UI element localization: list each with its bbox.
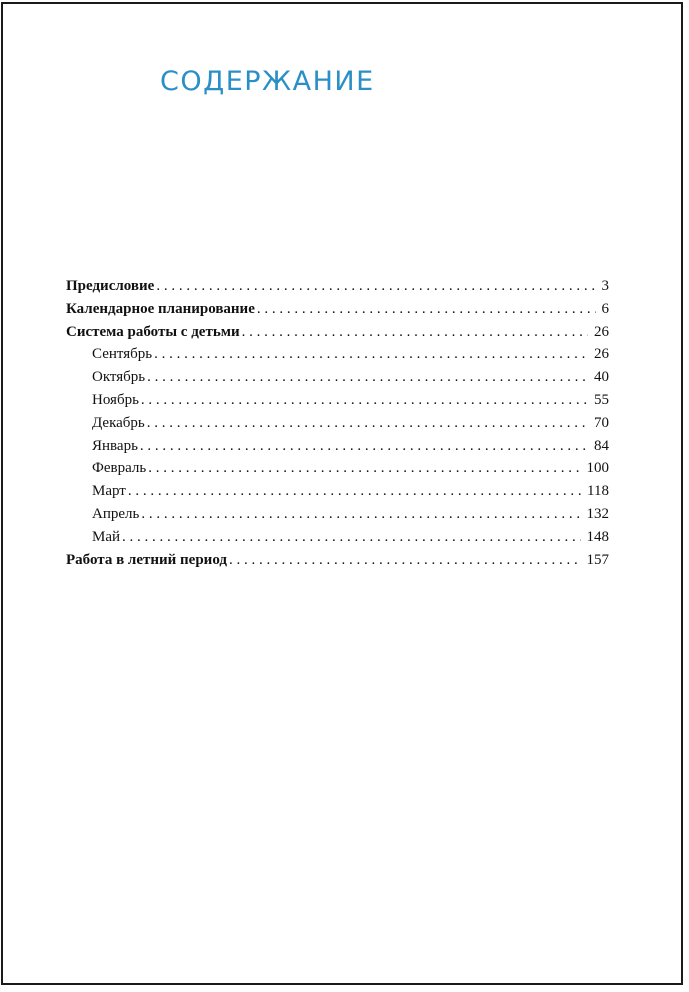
toc-entry-title: Январь	[92, 437, 138, 454]
toc-entry-title: Октябрь	[92, 369, 146, 386]
toc-page-number: 3	[601, 278, 609, 294]
toc-entry-foreword[interactable]	[66, 275, 609, 298]
dot-leader	[122, 526, 580, 549]
toc-entry-may[interactable]	[66, 526, 609, 549]
toc-page-number: 70	[594, 414, 609, 431]
toc-entry-february[interactable]	[66, 457, 609, 480]
toc-entry-title: Февраль	[92, 460, 147, 477]
dot-leader	[229, 549, 581, 572]
toc-entry-title: Апрель	[92, 505, 140, 522]
toc-entry-title: Работа в летний период	[66, 551, 227, 568]
dot-leader	[156, 275, 595, 298]
toc-page-number: 132	[586, 505, 609, 522]
dot-leader	[148, 457, 580, 480]
toc-entry-title: Ноябрь	[92, 391, 139, 408]
toc-page-number: 55	[594, 391, 609, 408]
toc-entry-october[interactable]	[66, 366, 609, 389]
toc-page-number: 148	[586, 528, 609, 545]
toc-entry-september[interactable]	[66, 343, 609, 366]
toc-entry-december[interactable]	[66, 412, 609, 435]
toc-entry-april[interactable]	[66, 503, 609, 526]
toc-entry-title: Май	[92, 528, 121, 545]
dot-leader	[147, 366, 588, 389]
document-page	[1, 2, 683, 985]
toc-entry-title: Предисловие	[66, 278, 155, 294]
dot-leader	[242, 321, 588, 344]
table-of-contents	[66, 275, 609, 571]
toc-page-number: 157	[586, 551, 609, 568]
dot-leader	[257, 298, 596, 321]
toc-entry-work-system[interactable]	[66, 321, 609, 344]
toc-entry-january[interactable]	[66, 435, 609, 458]
toc-page-number: 26	[594, 346, 609, 363]
toc-page-number: 84	[594, 437, 609, 454]
toc-entry-calendar-planning[interactable]	[66, 298, 609, 321]
toc-page-number: 26	[594, 323, 609, 340]
toc-entry-title: Сентябрь	[92, 346, 153, 363]
toc-entry-march[interactable]	[66, 480, 609, 503]
toc-page-number: 118	[587, 483, 609, 500]
dot-leader	[128, 480, 581, 503]
dot-leader	[147, 412, 588, 435]
toc-entry-title: Система работы с детьми	[66, 323, 240, 340]
toc-page-number: 40	[594, 369, 609, 386]
page-title: СОДЕРЖАНИЕ	[160, 66, 375, 97]
dot-leader	[140, 435, 588, 458]
dot-leader	[154, 343, 588, 366]
toc-page-number: 100	[586, 460, 609, 477]
toc-entry-summer-period[interactable]	[66, 549, 609, 572]
toc-page-number: 6	[601, 300, 609, 317]
toc-entry-title: Календарное планирование	[66, 300, 255, 317]
toc-entry-title: Декабрь	[92, 414, 145, 431]
dot-leader	[141, 503, 580, 526]
toc-entry-title: Март	[92, 483, 126, 500]
toc-entry-november[interactable]	[66, 389, 609, 412]
dot-leader	[141, 389, 588, 412]
